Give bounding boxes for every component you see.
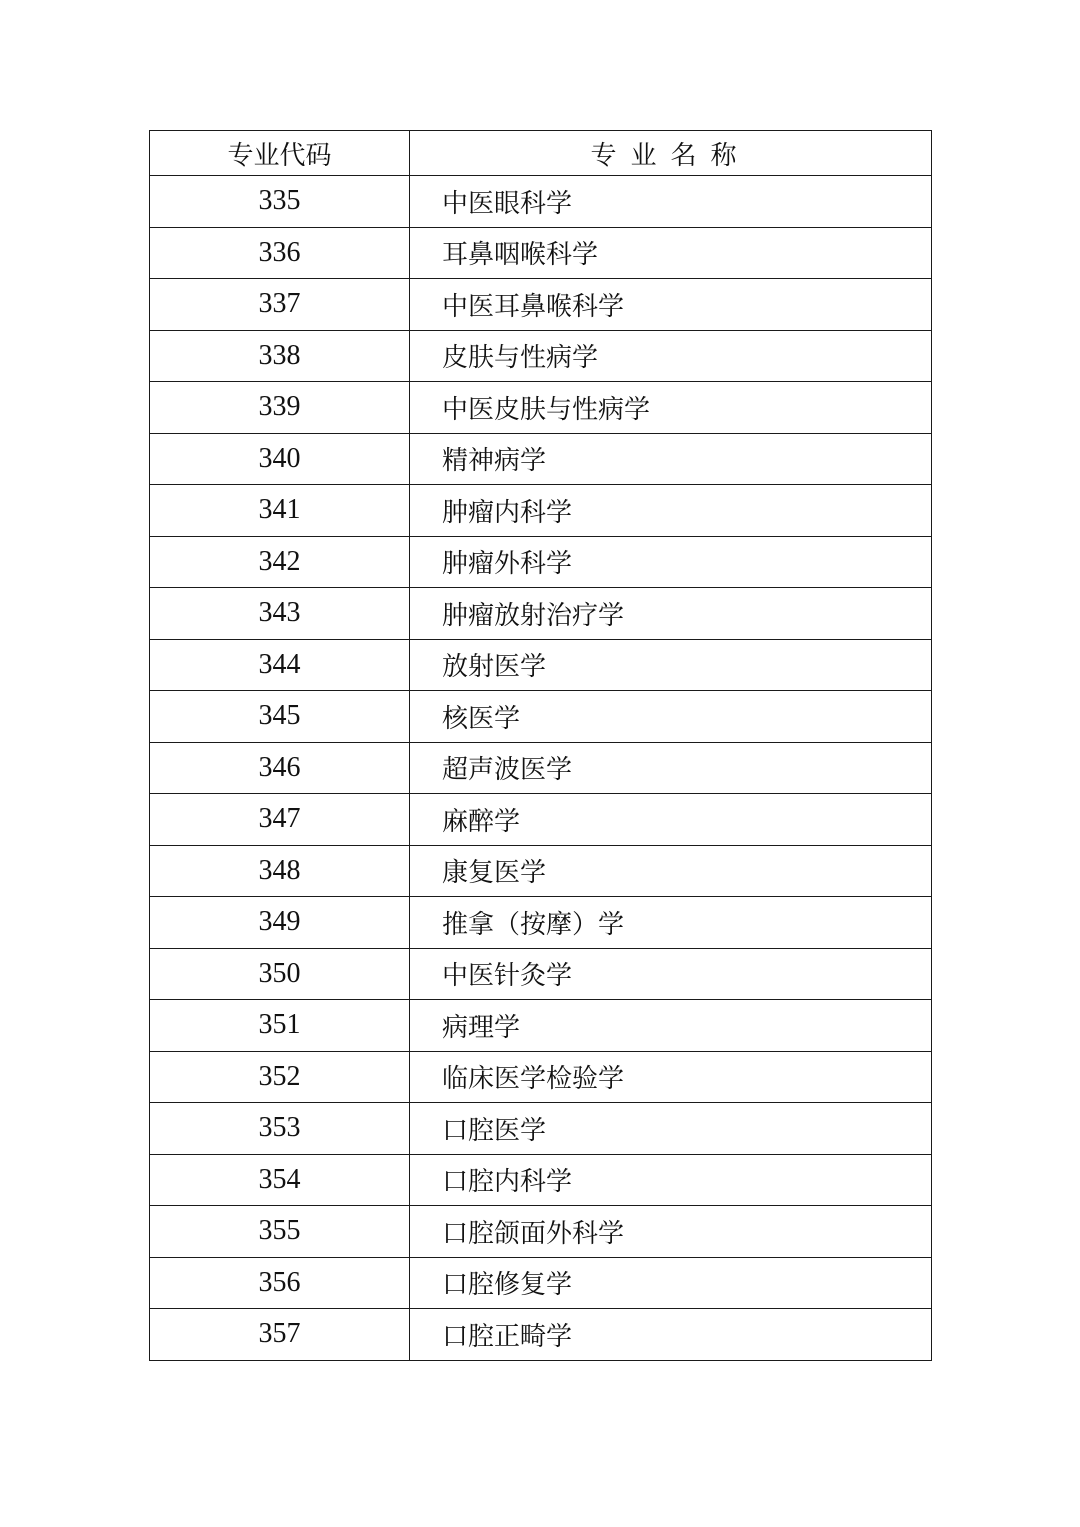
specialty-code: 353 xyxy=(150,1103,410,1155)
specialty-code: 349 xyxy=(150,897,410,949)
specialty-name: 口腔正畸学 xyxy=(410,1309,932,1361)
specialty-code: 337 xyxy=(150,279,410,331)
specialty-code: 344 xyxy=(150,639,410,691)
specialty-name: 麻醉学 xyxy=(410,794,932,846)
table-row xyxy=(150,176,932,228)
specialty-name: 皮肤与性病学 xyxy=(410,330,932,382)
specialty-name: 中医耳鼻喉科学 xyxy=(410,279,932,331)
specialty-name: 肿瘤外科学 xyxy=(410,536,932,588)
specialty-code: 357 xyxy=(150,1309,410,1361)
specialty-name: 核医学 xyxy=(410,691,932,743)
specialty-code: 339 xyxy=(150,382,410,434)
specialty-table xyxy=(149,130,932,1361)
table-row xyxy=(150,897,932,949)
table-row xyxy=(150,485,932,537)
specialty-code: 342 xyxy=(150,536,410,588)
specialty-name: 耳鼻咽喉科学 xyxy=(410,227,932,279)
specialty-table-container xyxy=(149,130,931,1361)
table-row xyxy=(150,227,932,279)
specialty-code: 355 xyxy=(150,1206,410,1258)
specialty-name: 口腔修复学 xyxy=(410,1257,932,1309)
table-row xyxy=(150,279,932,331)
table-row xyxy=(150,948,932,1000)
header-name: 专业名称 xyxy=(410,131,932,176)
table-row xyxy=(150,1309,932,1361)
specialty-code: 346 xyxy=(150,742,410,794)
table-row xyxy=(150,382,932,434)
table-row xyxy=(150,536,932,588)
specialty-name: 临床医学检验学 xyxy=(410,1051,932,1103)
specialty-name: 肿瘤内科学 xyxy=(410,485,932,537)
table-row xyxy=(150,330,932,382)
table-row xyxy=(150,639,932,691)
specialty-name: 放射医学 xyxy=(410,639,932,691)
table-row xyxy=(150,1000,932,1052)
table-row xyxy=(150,845,932,897)
specialty-code: 341 xyxy=(150,485,410,537)
specialty-code: 347 xyxy=(150,794,410,846)
specialty-code: 354 xyxy=(150,1154,410,1206)
header-code: 专业代码 xyxy=(150,131,410,176)
table-row xyxy=(150,1051,932,1103)
specialty-code: 348 xyxy=(150,845,410,897)
table-row xyxy=(150,742,932,794)
table-row xyxy=(150,1257,932,1309)
specialty-name: 口腔颌面外科学 xyxy=(410,1206,932,1258)
table-row xyxy=(150,433,932,485)
specialty-name: 康复医学 xyxy=(410,845,932,897)
table-row xyxy=(150,1103,932,1155)
specialty-name: 精神病学 xyxy=(410,433,932,485)
specialty-name: 中医皮肤与性病学 xyxy=(410,382,932,434)
specialty-name: 推拿（按摩）学 xyxy=(410,897,932,949)
specialty-code: 336 xyxy=(150,227,410,279)
table-row xyxy=(150,1154,932,1206)
table-body xyxy=(150,176,932,1361)
specialty-code: 345 xyxy=(150,691,410,743)
specialty-name: 口腔内科学 xyxy=(410,1154,932,1206)
specialty-code: 340 xyxy=(150,433,410,485)
table-row xyxy=(150,588,932,640)
specialty-code: 335 xyxy=(150,176,410,228)
specialty-code: 352 xyxy=(150,1051,410,1103)
specialty-code: 338 xyxy=(150,330,410,382)
specialty-code: 351 xyxy=(150,1000,410,1052)
specialty-name: 肿瘤放射治疗学 xyxy=(410,588,932,640)
table-row xyxy=(150,1206,932,1258)
specialty-name: 中医眼科学 xyxy=(410,176,932,228)
specialty-name: 中医针灸学 xyxy=(410,948,932,1000)
specialty-name: 病理学 xyxy=(410,1000,932,1052)
table-row xyxy=(150,691,932,743)
specialty-code: 356 xyxy=(150,1257,410,1309)
table-header-row xyxy=(150,131,932,176)
specialty-code: 350 xyxy=(150,948,410,1000)
table-row xyxy=(150,794,932,846)
specialty-name: 超声波医学 xyxy=(410,742,932,794)
specialty-code: 343 xyxy=(150,588,410,640)
specialty-name: 口腔医学 xyxy=(410,1103,932,1155)
